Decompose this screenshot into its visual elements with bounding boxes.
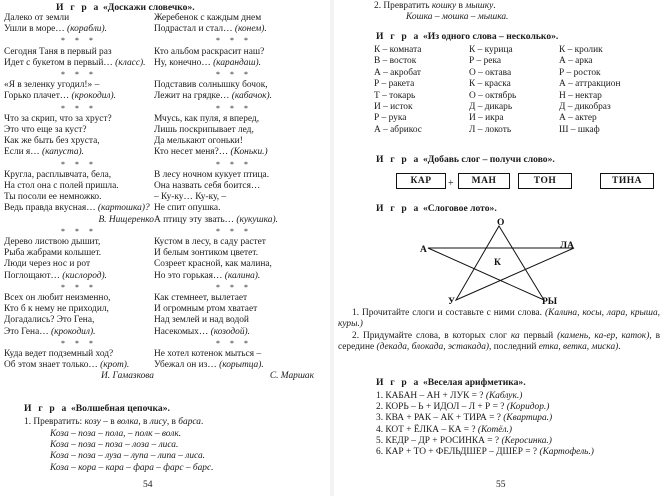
heading-volshebnaya-tsepochka (24, 403, 170, 414)
riddle-line: Кустом в лесу, в саду растет (154, 236, 266, 247)
riddle-author: С. Маршак (269, 371, 314, 382)
task2-intro: 2. Превратить кошку в мышку. (374, 1, 496, 11)
chain-answers (50, 429, 213, 474)
heading-title: «Из одного слова – несколько». (422, 31, 559, 42)
chain-line: Коза – поза – луза – лупа – липа – лиса. (50, 451, 205, 462)
stars-separator: * * * (61, 70, 97, 79)
page-number-left: 54 (143, 480, 153, 490)
riddle-answer: (класс). (115, 57, 146, 68)
riddle-answer: (корытца). (219, 360, 264, 371)
heading-title: «Добавь слог – получи слово». (422, 154, 555, 165)
riddle-line: Кто б к нему не приходил, (4, 304, 109, 315)
lotto-paragraph-1: 1. Прочитайте слоги и составьте с ними слова. (Калина, косы, лара, крыша, куры.) (338, 308, 661, 330)
stars-separator: * * * (61, 282, 97, 292)
riddle-line: Кругла, расплывчата, бела, (4, 169, 112, 180)
riddle-line: Всех он любит неизменно, (4, 292, 111, 303)
riddle-line: Кто несет меня?… (Коньки.) (154, 147, 268, 158)
arithmetic-item: 1. КАБАН – АН + ЛУК = ? (Каблук.) (376, 391, 523, 401)
letter-word-cell: Д – дикобраз (559, 101, 611, 112)
heading-veselaya-arifmetika (376, 377, 526, 388)
letter-words-row (374, 113, 654, 124)
riddle-answer: (крокодил). (71, 91, 116, 102)
letter-words-row (374, 91, 654, 102)
riddle-answer: (картошка)? (97, 203, 150, 214)
star-syllable-right: ЛА (560, 241, 574, 251)
riddle-answer: (кабачок). (231, 91, 272, 102)
riddle-line: Но это горькая… (калина). (154, 270, 261, 281)
letter-words-row (374, 79, 654, 90)
heading-game-label: И г р а (376, 154, 421, 165)
page-number-right: 55 (496, 480, 506, 490)
letter-words-row (374, 68, 654, 79)
syllable-box-ton: ТОН (518, 173, 572, 189)
riddle-answer: (кукушка). (236, 214, 278, 225)
riddle-line: Над землей и над водой (154, 315, 249, 326)
stars-separator: * * * (61, 36, 97, 46)
riddle-answer: (карандаш). (213, 57, 262, 68)
heading-title: «Слоговое лото». (422, 203, 497, 214)
letter-word-cell: К – комната (374, 45, 422, 55)
letter-word-cell: Р – росток (559, 67, 601, 78)
riddle-answer: (калина). (224, 270, 261, 281)
riddle-line: Об этом знает только… (крот). (4, 360, 130, 371)
heading-slogovoe-loto (376, 203, 497, 214)
riddle-line: Что за скрип, что за хруст? (4, 113, 112, 124)
letter-word-cell: Т – токарь (374, 90, 416, 101)
riddle-line: Сегодня Таня в первый раз (4, 46, 112, 57)
riddle-answer: (козодой). (210, 326, 250, 337)
arithmetic-list (376, 391, 594, 458)
syllable-box-tina: ТИНА (600, 173, 654, 189)
chain-line: Коза – поза – поза – лоза – лиса. (50, 440, 179, 451)
heading-title: «Волшебная цепочка». (70, 403, 170, 414)
riddle-line: В лесу ночном кукует птица. (154, 169, 270, 180)
plus-sign: + (448, 178, 454, 189)
letter-word-cell: О – октябрь (469, 90, 517, 101)
heading-title: «Доскажи словечко». (102, 2, 195, 13)
riddle-line: И белым зонтиком цветет. (154, 248, 259, 259)
riddle-answer: (конем). (234, 24, 267, 35)
stars-separator: * * * (216, 70, 252, 79)
riddle-line: Куда ведет подземный ход? (4, 348, 114, 359)
letter-word-cell: И – исток (374, 101, 413, 112)
letter-word-cell: К – курица (469, 45, 513, 55)
riddle-answer: (крокодил). (50, 326, 96, 337)
letter-word-cell: К – кролик (559, 45, 603, 55)
letter-word-cell: А – актер (559, 113, 597, 124)
riddle-line: Жеребенок с каждым днем (154, 13, 262, 23)
letter-word-cell: И – икра (469, 113, 504, 124)
riddle-line: Подрастал и стал… (конем). (154, 24, 267, 35)
riddle-answer: (капуста). (41, 147, 84, 158)
arithmetic-answer: (Картофель.) (539, 447, 594, 458)
riddle-line: Не спит опушка. (154, 203, 221, 214)
arithmetic-item: 2. КОРЬ – Ь + ИДОЛ – Л + Р = ? (Коридор.) (376, 402, 550, 413)
star-syllable-top: О (497, 218, 505, 228)
letter-word-cell: К – краска (469, 79, 511, 90)
stars-separator: * * * (216, 282, 252, 292)
riddle-line: Люди через нос и рот (4, 259, 91, 270)
letter-word-cell: Н – нектар (559, 90, 602, 101)
riddle-answer: (корабли). (67, 24, 107, 35)
left-page (0, 0, 330, 496)
riddle-line: Да мелькают огоньки! (154, 136, 243, 147)
letter-words-table (374, 45, 654, 136)
letter-word-cell: Р – рука (374, 113, 407, 124)
riddle-author: В. Нищеренко (98, 214, 154, 225)
riddle-line: Догадались? Это Гена, (4, 315, 95, 326)
arithmetic-item: 3. КВА + РАК – АК + ТИРА = ? (Квартира.) (376, 413, 553, 424)
stars-separator: * * * (216, 159, 252, 169)
arithmetic-item: 5. КЕДР – ДР + РОСИНКА = ? (Керосинка.) (376, 435, 552, 446)
stars-separator: * * * (61, 338, 97, 348)
chain-line: Коза – поза – пола, – полк – волк. (50, 429, 182, 439)
stars-separator: * * * (216, 338, 252, 348)
letter-words-row (374, 125, 654, 136)
riddle-line: Идет с букетом в первый… (класс). (4, 57, 146, 68)
star-syllable-center: К (494, 258, 501, 268)
letter-word-cell: Р – река (469, 56, 502, 67)
riddle-line: Насекомых… (козодой). (154, 326, 250, 337)
riddle-line: «Я в зеленку угодил!» – (4, 80, 100, 91)
heading-title: «Веселая арифметика». (422, 377, 526, 388)
riddle-line: И огромным ртом хватает (154, 304, 258, 315)
syllable-box-man: МАН (458, 173, 510, 189)
chain-line: Коза – кора – кара – фара – фарс – барс. (50, 462, 214, 473)
letter-word-cell: А – арка (559, 56, 593, 67)
riddle-line: Это что еще за куст? (4, 124, 87, 135)
riddle-line: – Ку-ку… Ку-ку, – (154, 192, 227, 203)
riddle-line: Ушли в море… (корабли). (4, 24, 107, 35)
lotto-paragraph-2: 2. Придумайте слова, в которых слог ка первый (камень, ка-ер, каток), в середине (декада, блокада, эстакада), последний етка, ветка, миска). (338, 331, 661, 353)
letter-word-cell: А – акробат (374, 67, 422, 78)
stars-separator: * * * (216, 103, 252, 113)
riddle-line: А птицу эту звать… (кукушка). (154, 214, 278, 225)
riddles-column-1 (4, 13, 154, 383)
riddle-line: Дерево листвою дышит, (4, 236, 101, 247)
riddle-line: Рыба жабрами колышет. (4, 248, 102, 259)
stars-separator: * * * (61, 103, 97, 113)
heading-game-label: И г р а (56, 2, 101, 13)
letter-words-row (374, 102, 654, 113)
riddle-line: Лишь поскрипывает лед, (154, 124, 254, 135)
star-syllable-left: А (420, 245, 427, 255)
arithmetic-answer: (Квартира.) (503, 413, 553, 424)
letter-word-cell: Д – дикарь (469, 101, 513, 112)
riddle-answer: (кислород). (62, 270, 107, 281)
letter-word-cell: Ш – шкаф (559, 124, 600, 135)
chain-task-intro: 1. Превратить: козу – в волка, в лису, в барса. (24, 417, 204, 427)
riddles-column-2 (154, 13, 314, 383)
riddle-line: Это Гена… (крокодил). (4, 326, 96, 337)
syllable-star-diagram (420, 216, 580, 308)
letter-word-cell: А – аттракцион (559, 79, 621, 90)
riddle-line: Мчусь, как пуля, я вперед, (154, 113, 260, 124)
riddle-author: И. Гамазкова (101, 371, 154, 382)
letter-word-cell: Р – ракета (374, 79, 415, 90)
riddle-line: Не хотел котенок мыться – (154, 348, 262, 359)
arithmetic-answer: (Коридор.) (506, 402, 550, 413)
riddle-line: Созреет красной, как малина, (154, 259, 272, 270)
heading-game-label: И г р а (376, 377, 421, 388)
arithmetic-item: 4. КОТ + ЁЛКА – КА = ? (Котёл.) (376, 424, 513, 435)
stars-separator: * * * (61, 226, 97, 236)
arithmetic-item: 6. КАР + ТО + ФЕЛЬДШЕР – ДШЕР = ? (Картофель.) (376, 447, 594, 458)
riddle-line: Лежит на грядке… (кабачок). (154, 91, 272, 102)
heading-game-label: И г р а (376, 203, 421, 214)
riddle-line: Ну, конечно… (карандаш). (154, 57, 262, 68)
riddle-line: Поглощают… (кислород). (4, 270, 107, 281)
task2-answer: Кошка – мошка – мышка. (406, 12, 509, 22)
riddle-line: Горько плачет… (крокодил). (4, 91, 116, 102)
star-syllable-bottom-right: РЫ (542, 297, 558, 307)
arithmetic-answer: (Котёл.) (477, 424, 513, 435)
riddle-line: Как же быть без хруста, (4, 136, 100, 147)
riddle-line: На стол она с полей пришла. (4, 180, 119, 191)
letter-word-cell: Л – локоть (469, 124, 512, 135)
letter-word-cell: А – абрикос (374, 124, 422, 135)
syllable-box-kar: КАР (396, 173, 446, 189)
riddle-line: Убежал он из… (корытца). (154, 360, 264, 371)
arithmetic-answer: (Керосинка.) (501, 435, 552, 446)
heading-game-label: И г р а (376, 31, 421, 42)
riddle-line: Подставив солнышку бочок, (154, 80, 268, 91)
right-page (334, 0, 664, 496)
riddle-answer: (Коньки.) (230, 147, 268, 158)
letter-word-cell: В – восток (374, 56, 417, 67)
riddle-line: Если я… (капуста). (4, 147, 84, 158)
star-outline (428, 226, 574, 300)
riddle-line: Ты посоли ее немножко. (4, 192, 102, 203)
stars-separator: * * * (216, 226, 252, 236)
arithmetic-answer: (Каблук.) (485, 391, 523, 401)
riddle-line: Кто альбом раскрасит наш? (154, 46, 265, 57)
star-syllable-bottom-left: У (448, 297, 455, 307)
letter-words-row (374, 56, 654, 67)
riddle-answer: (крот). (100, 360, 130, 371)
heading-game-label: И г р а (24, 403, 69, 414)
riddle-line: Как стемнеет, вылетает (154, 292, 248, 303)
letter-words-row (374, 45, 654, 56)
riddle-line: Далеко от земли (4, 13, 70, 23)
heading-iz-odnogo-slova (376, 31, 558, 42)
stars-separator: * * * (216, 36, 252, 46)
riddle-line: Она назвать себя боится… (154, 180, 261, 191)
heading-dobav-slog (376, 154, 555, 165)
letter-word-cell: О – октава (469, 67, 512, 78)
stars-separator: * * * (61, 159, 97, 169)
riddle-line: Ведь правда вкусная… (картошка)? (4, 203, 150, 214)
heading-dokazhi-slovechko (56, 2, 195, 13)
